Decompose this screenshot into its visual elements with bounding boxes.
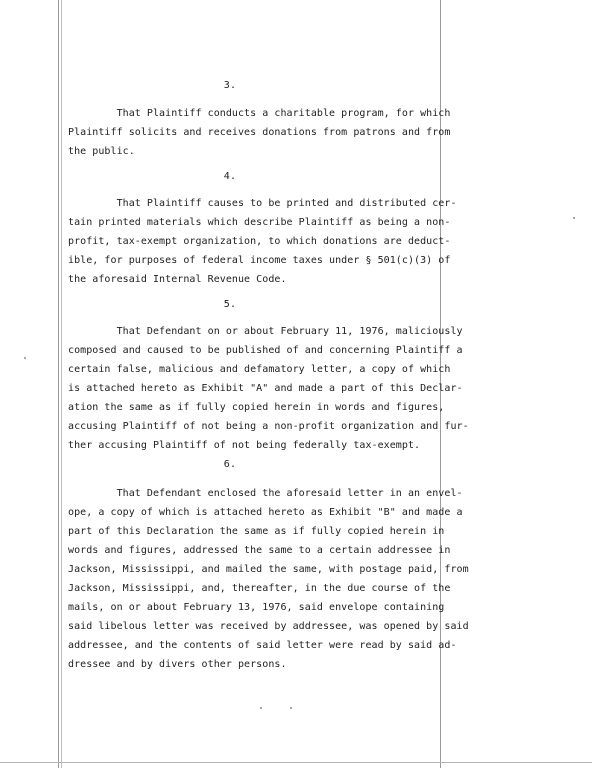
paragraph-line: dressee and by divers other persons. [68,659,287,670]
paragraph-line: said libelous letter was received by addressee, was opened by said [68,621,469,632]
bottom-edge-rule [0,762,592,763]
paragraph-line: mails, on or about February 13, 1976, said envelope containing [68,602,445,613]
scan-speck [290,707,292,709]
paragraph-line: words and figures, addressed the same to a certain addressee in [68,545,451,556]
paragraph-line: part of this Declaration the same as if fully copied herein in [68,526,445,537]
scan-speck [260,707,262,709]
scan-speck [573,217,575,219]
paragraph-line: That Defendant enclosed the aforesaid letter in an envel- [68,488,463,499]
left-margin-rule-inner [61,0,62,768]
paragraph-line: ible, for purposes of federal income taxes under § 501(c)(3) of [68,255,451,266]
paragraph-line: addressee, and the contents of said letter were read by said ad- [68,640,457,651]
paragraph-line: accusing Plaintiff of not being a non-profit organization and fur- [68,421,469,432]
paragraph-line: ope, a copy of which is attached hereto as Exhibit "B" and made a [68,507,463,518]
paragraph-line: certain false, malicious and defamatory letter, a copy of which [68,364,451,375]
section-number: 5. [223,299,237,310]
paragraph-line: profit, tax-exempt organization, to which donations are deduct- [68,236,451,247]
paragraph-line: the aforesaid Internal Revenue Code. [68,274,287,285]
paragraph-line: That Plaintiff conducts a charitable program, for which [68,108,451,119]
section-number: 6. [223,459,237,470]
paragraph-line: That Defendant on or about February 11, 1976, maliciously [68,326,463,337]
paragraph-line: ther accusing Plaintiff of not being federally tax-exempt. [68,440,421,451]
section-number: 3. [223,80,237,91]
paragraph-line: Plaintiff solicits and receives donations from patrons and from [68,127,451,138]
paragraph-line: is attached hereto as Exhibit "A" and made a part of this Declar- [68,383,463,394]
paragraph-line: tain printed materials which describe Plaintiff as being a non- [68,217,451,228]
left-margin-rule [58,0,59,768]
paragraph-line: the public. [68,146,135,157]
paragraph-line: Jackson, Mississippi, and, thereafter, in the due course of the [68,583,451,594]
section-number: 4. [223,171,237,182]
scan-speck [24,357,26,359]
paragraph-line: That Plaintiff causes to be printed and distributed cer- [68,198,457,209]
paragraph-line: composed and caused to be published of and concerning Plaintiff a [68,345,463,356]
paragraph-line: ation the same as if fully copied herein in words and figures, [68,402,445,413]
paragraph-line: Jackson, Mississippi, and mailed the same, with postage paid, from [68,564,469,575]
